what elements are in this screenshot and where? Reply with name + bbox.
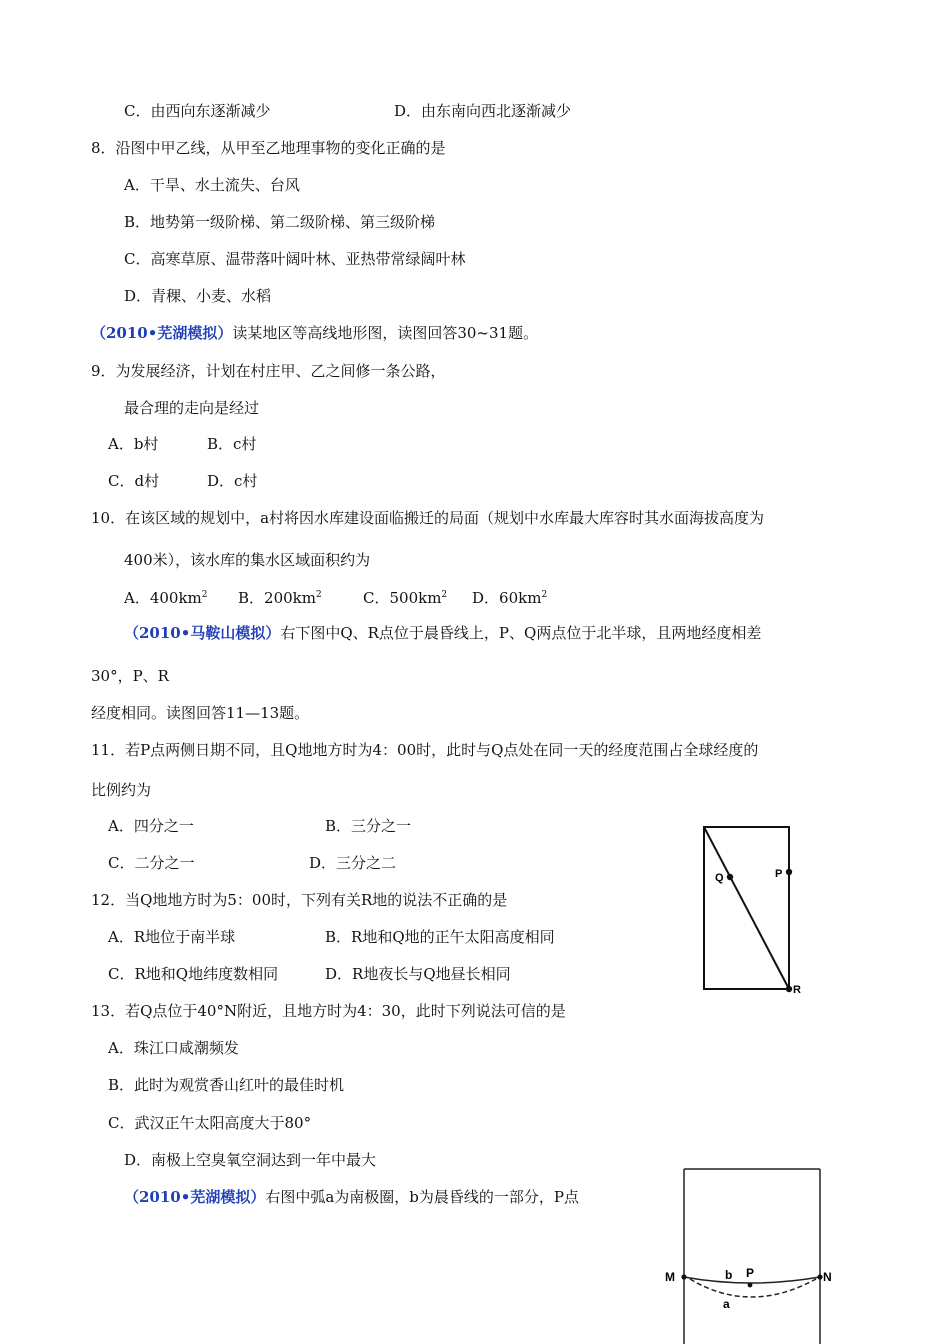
- q9-stem: 9．为发展经济，计划在村庄甲、乙之间修一条公路，: [91, 362, 446, 380]
- label-a: a: [723, 1297, 730, 1311]
- label-p: P: [775, 868, 783, 880]
- q7-option-d: D．由东南向西北逐渐减少: [394, 102, 572, 120]
- q10-option-a: A．$400km^2$: [124, 589, 208, 607]
- q11-stem-2: 比例约为: [91, 781, 152, 799]
- q8-option-b: B．地势第一级阶梯、第二级阶梯、第三级阶梯: [124, 213, 436, 231]
- q12-option-d: D．R地夜长与Q地昼长相同: [325, 965, 511, 983]
- q12-option-b: B．R地和Q地的正午太阳高度相同: [325, 928, 555, 946]
- q7-option-c: C．由西向东逐渐减少: [124, 102, 271, 120]
- label-p: P: [746, 1266, 755, 1280]
- q11-stem: 11．若P点两侧日期不同，且Q地地方时为4：00时，此时与Q点处在同一天的经度范围占全球经度的: [91, 741, 759, 759]
- q9-option-b: B．c村: [207, 435, 257, 453]
- point-m-marker: [681, 1274, 686, 1279]
- point-q-marker: [727, 874, 733, 880]
- q13-stem: 13．若Q点位于40°N附近，且地方时为4：30，此时下列说法可信的是: [91, 1002, 566, 1020]
- label-b: b: [725, 1268, 733, 1282]
- q10-option-d: D．$60km^2$: [472, 589, 548, 607]
- section-2-text: 右下图中Q、R点位于晨昏线上，P、Q两点位于北半球，且两地经度相差: [280, 624, 762, 642]
- point-r-marker: [786, 986, 792, 992]
- polar-circle-figure: [660, 1165, 840, 1344]
- q9-stem-2: 最合理的走向是经过: [124, 399, 260, 417]
- q8-option-a: A．干旱、水土流失、台风: [124, 176, 300, 194]
- label-q: Q: [715, 872, 724, 884]
- arc-a-polar-circle: [690, 1279, 816, 1297]
- q11-option-b: B．三分之一: [325, 817, 412, 835]
- q9-option-d: D．c村: [207, 472, 258, 490]
- q13-option-b: B．此时为观赏香山红叶的最佳时机: [108, 1076, 345, 1094]
- q13-option-d: D．南极上空臭氧空洞达到一年中最大: [124, 1151, 377, 1169]
- q8-option-d: D．青稞、小麦、水稻: [124, 287, 272, 305]
- q8-option-c: C．高寒草原、温带落叶阔叶林、亚热带常绿阔叶林: [124, 250, 466, 268]
- q13-option-c: C．武汉正午太阳高度大于80°: [108, 1114, 312, 1132]
- q11-option-d: D．三分之二: [309, 854, 397, 872]
- section-2-text-3: 经度相同。读图回答11—13题。: [91, 704, 310, 722]
- q11-option-c: C．二分之一: [108, 854, 195, 872]
- q10-stem-2: 400米），该水库的集水区域面积约为: [124, 551, 371, 569]
- q12-option-c: C．R地和Q地纬度数相同: [108, 965, 279, 983]
- q13-option-a: A．珠江口咸潮频发: [108, 1039, 239, 1057]
- q12-stem: 12．当Q地地方时为5：00时，下列有关R地的说法不正确的是: [91, 891, 508, 909]
- label-r: R: [793, 984, 801, 996]
- section-1-intro: [91, 323, 538, 343]
- q12-option-a: A．R地位于南半球: [108, 928, 236, 946]
- point-p-marker: [748, 1283, 753, 1288]
- q8-stem: 8．沿图中甲乙线，从甲至乙地理事物的变化正确的是: [91, 139, 446, 157]
- section-1-text: 读某地区等高线地形图，读图回答30~31题。: [232, 324, 539, 342]
- label-n: N: [823, 1270, 832, 1284]
- point-p-marker: [786, 869, 792, 875]
- section-2-source: （2010•马鞍山模拟）: [124, 624, 281, 642]
- q10-option-b: B．$200km^2$: [238, 589, 322, 607]
- q11-option-a: A．四分之一: [108, 817, 194, 835]
- q10-stem: 10．在该区域的规划中，a村将因水库建设面临搬迁的局面（规划中水库最大库容时其水面海拔高度为: [91, 509, 765, 527]
- section-3-intro: [124, 1187, 579, 1207]
- section-3-text: 右图中弧a为南极圈，b为晨昏线的一部分，P点: [265, 1188, 579, 1206]
- terminator-line: [704, 827, 789, 989]
- terminator-figure: [695, 820, 815, 1000]
- section-2-intro: [124, 623, 761, 643]
- q10-option-c: C．$500km^2$: [363, 589, 448, 607]
- section-3-source: （2010•芜湖模拟）: [124, 1188, 266, 1206]
- label-m: M: [665, 1270, 675, 1284]
- point-n-marker: [817, 1274, 822, 1279]
- section-2-text-2: 30°，P、R: [91, 667, 169, 685]
- q9-option-a: A．b村: [108, 435, 159, 453]
- section-1-source: （2010•芜湖模拟）: [91, 324, 233, 342]
- q9-option-c: C．d村: [108, 472, 160, 490]
